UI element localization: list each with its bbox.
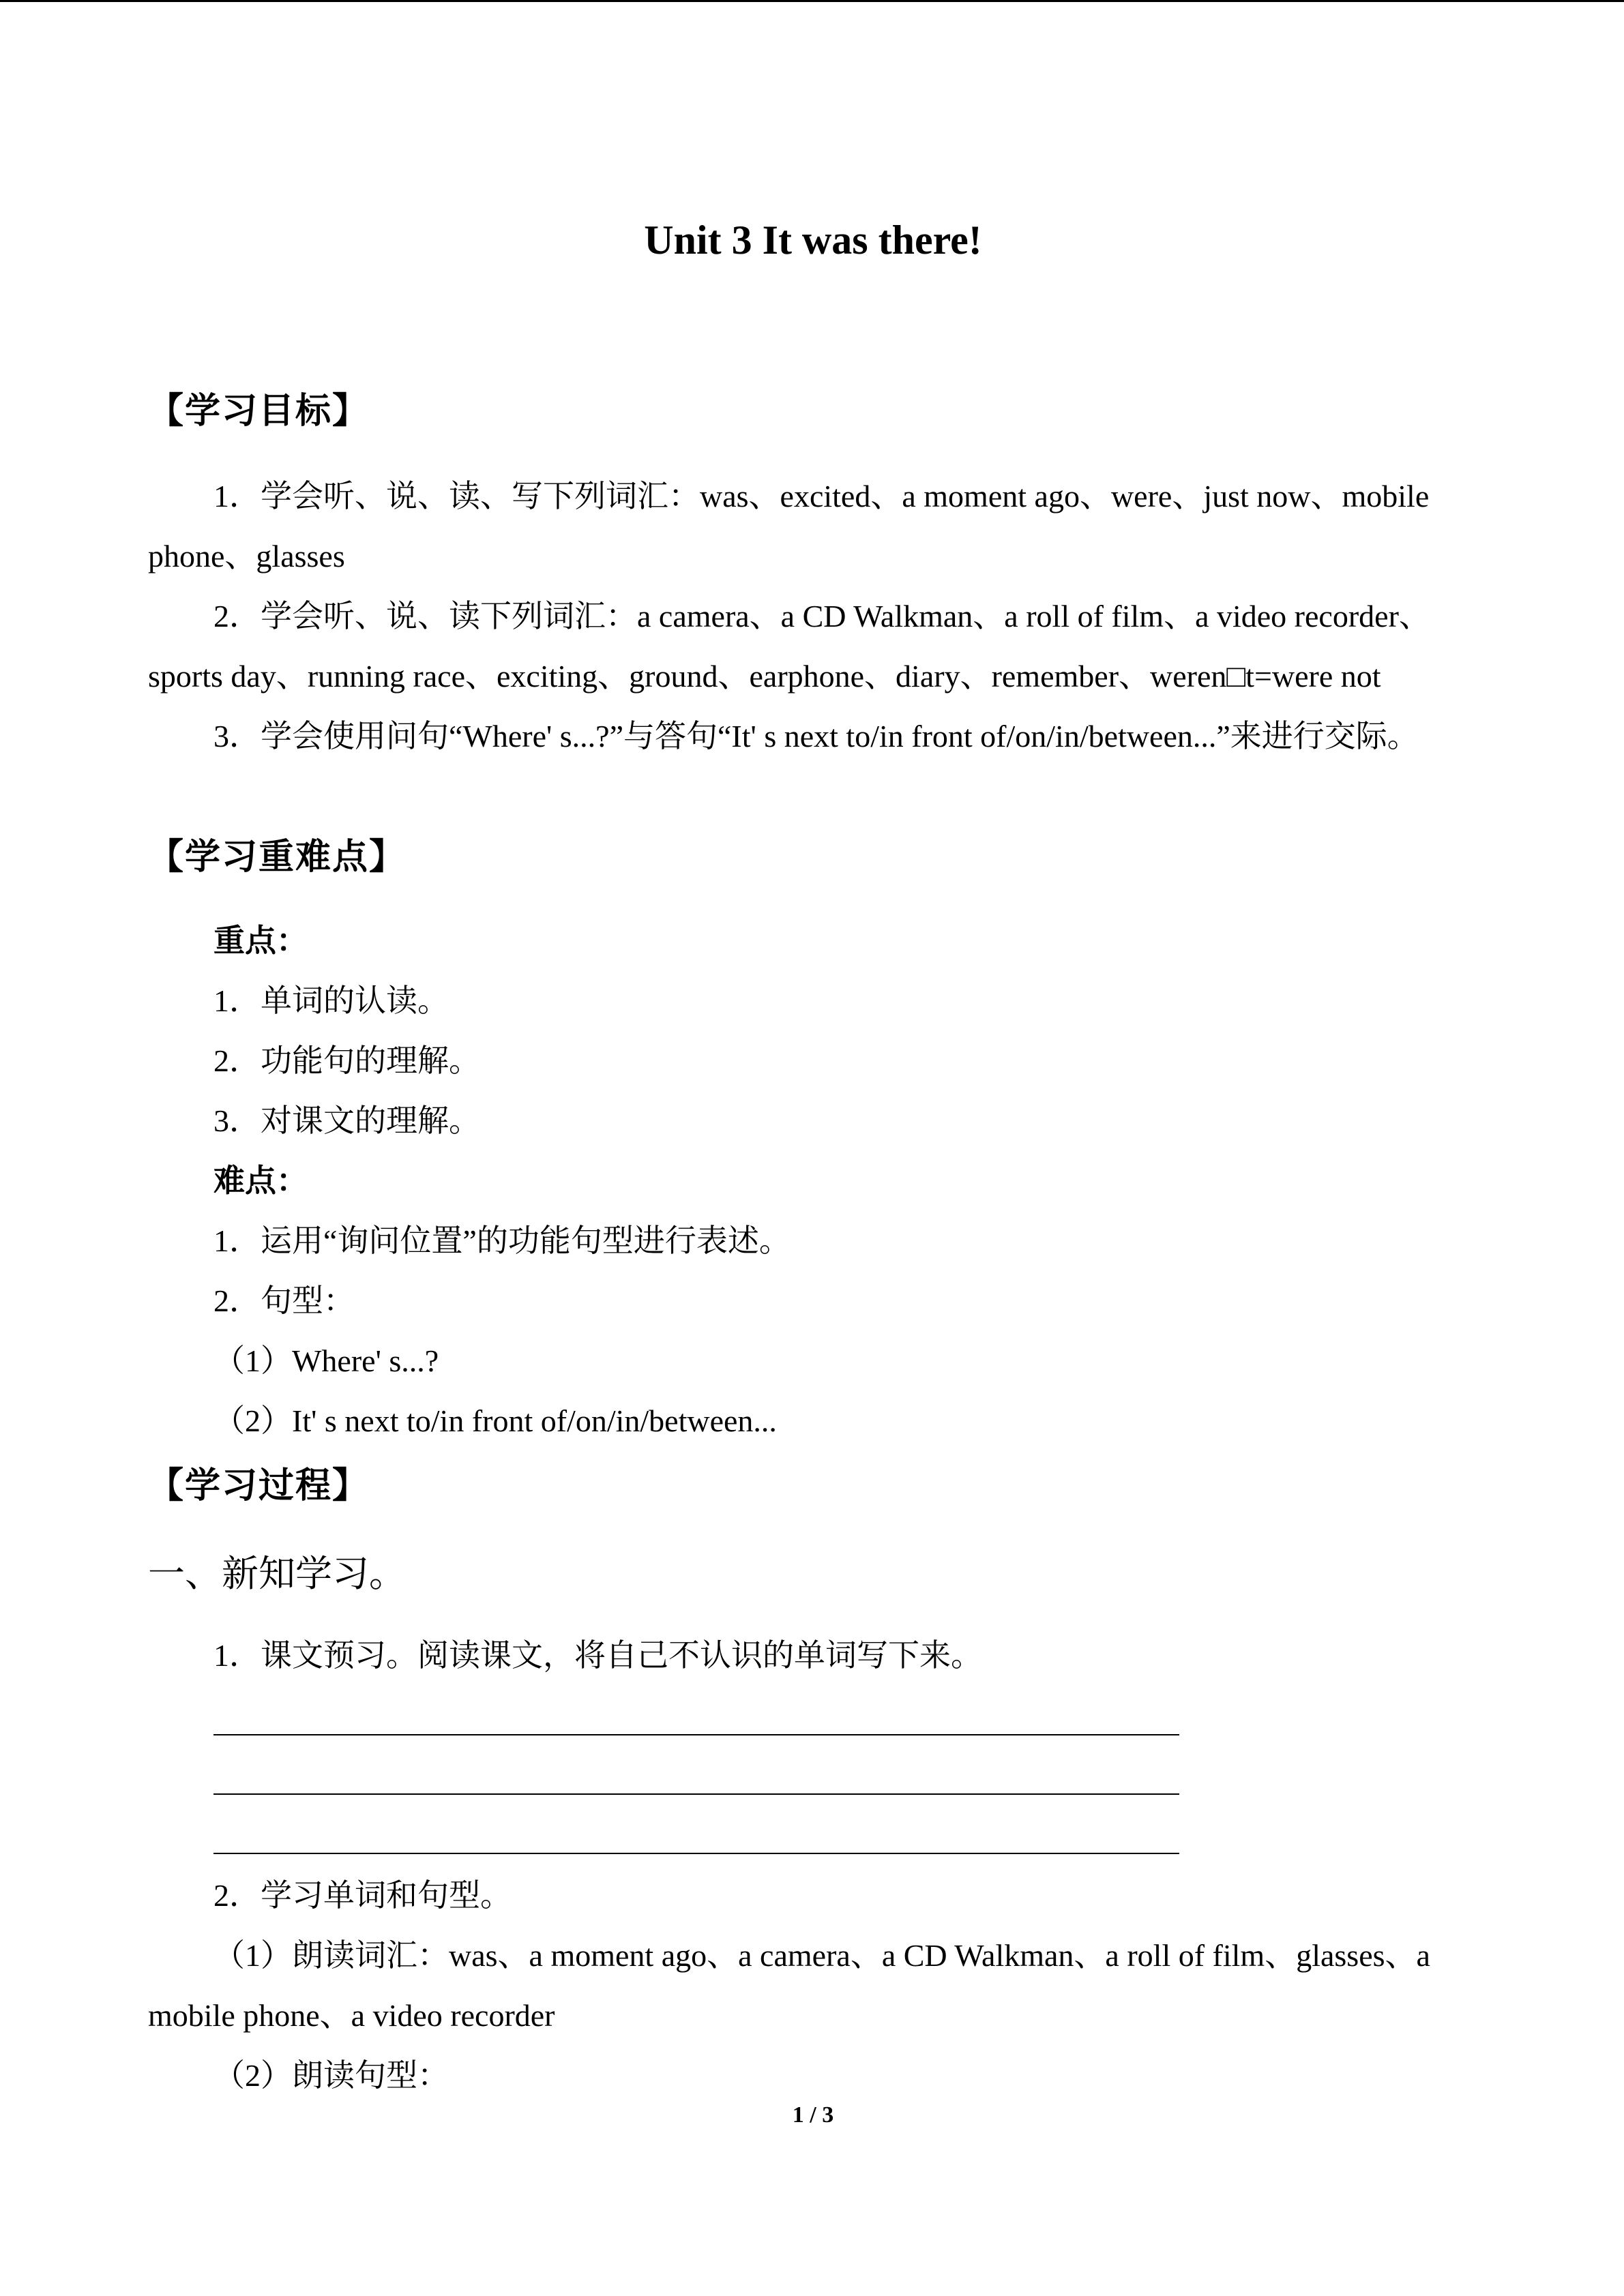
goal-item-3: 3．学会使用问句“Where' s...?”与答句“It' s next to/in front of/on/in/between...”来进行交际。 [213,719,1419,754]
goals-heading: 【学习目标】 [148,391,370,432]
answer-line-2[interactable] [213,1793,1179,1795]
difficult-item-1: 1．运用“询问位置”的功能句型进行表述。 [213,1223,791,1258]
important-item-1: 1．单词的认读。 [213,983,449,1018]
step-2-1: （1）朗读词汇：was、a moment ago、a camera、a CD Walkman、a roll of film、glasses、a mobile phone、a video recorder [148,1938,1430,2033]
step-1: 1．课文预习。阅读课文，将自己不认识的单词写下来。 [213,1638,982,1673]
step-2: 2．学习单词和句型。 [213,1878,512,1913]
goal-item-2: 2．学会听、说、读下列词汇：a camera、a CD Walkman、a roll of film、a video recorder、sports day、running race、exciting、ground、earphone、diary、remember、weren□t=were not [148,599,1430,694]
top-border [0,0,1624,2]
difficult-label: 难点： [213,1163,308,1198]
important-item-2: 2．功能句的理解。 [213,1043,480,1078]
important-item-3: 3．对课文的理解。 [213,1103,480,1138]
answer-line-3[interactable] [213,1853,1179,1854]
goal-item-1: 1．学会听、说、读、写下列词汇：was、excited、a moment ago、were、just now、mobile phone、glasses [148,479,1430,573]
section-new-knowledge: 一、新知学习。 [148,1553,406,1594]
difficult-item-3: （1）Where' s...? [213,1343,439,1378]
key-points-heading: 【学习重难点】 [148,837,407,878]
difficult-item-4: （2）It' s next to/in front of/on/in/between... [213,1403,777,1438]
answer-line-1[interactable] [213,1734,1179,1735]
difficult-item-2: 2．句型： [213,1283,355,1318]
important-label: 重点： [213,923,308,958]
document-title: Unit 3 It was there! [644,218,982,263]
step-2-2: （2）朗读句型： [213,2058,449,2093]
page-number: 1 / 3 [792,2102,834,2128]
process-heading: 【学习过程】 [148,1465,370,1506]
